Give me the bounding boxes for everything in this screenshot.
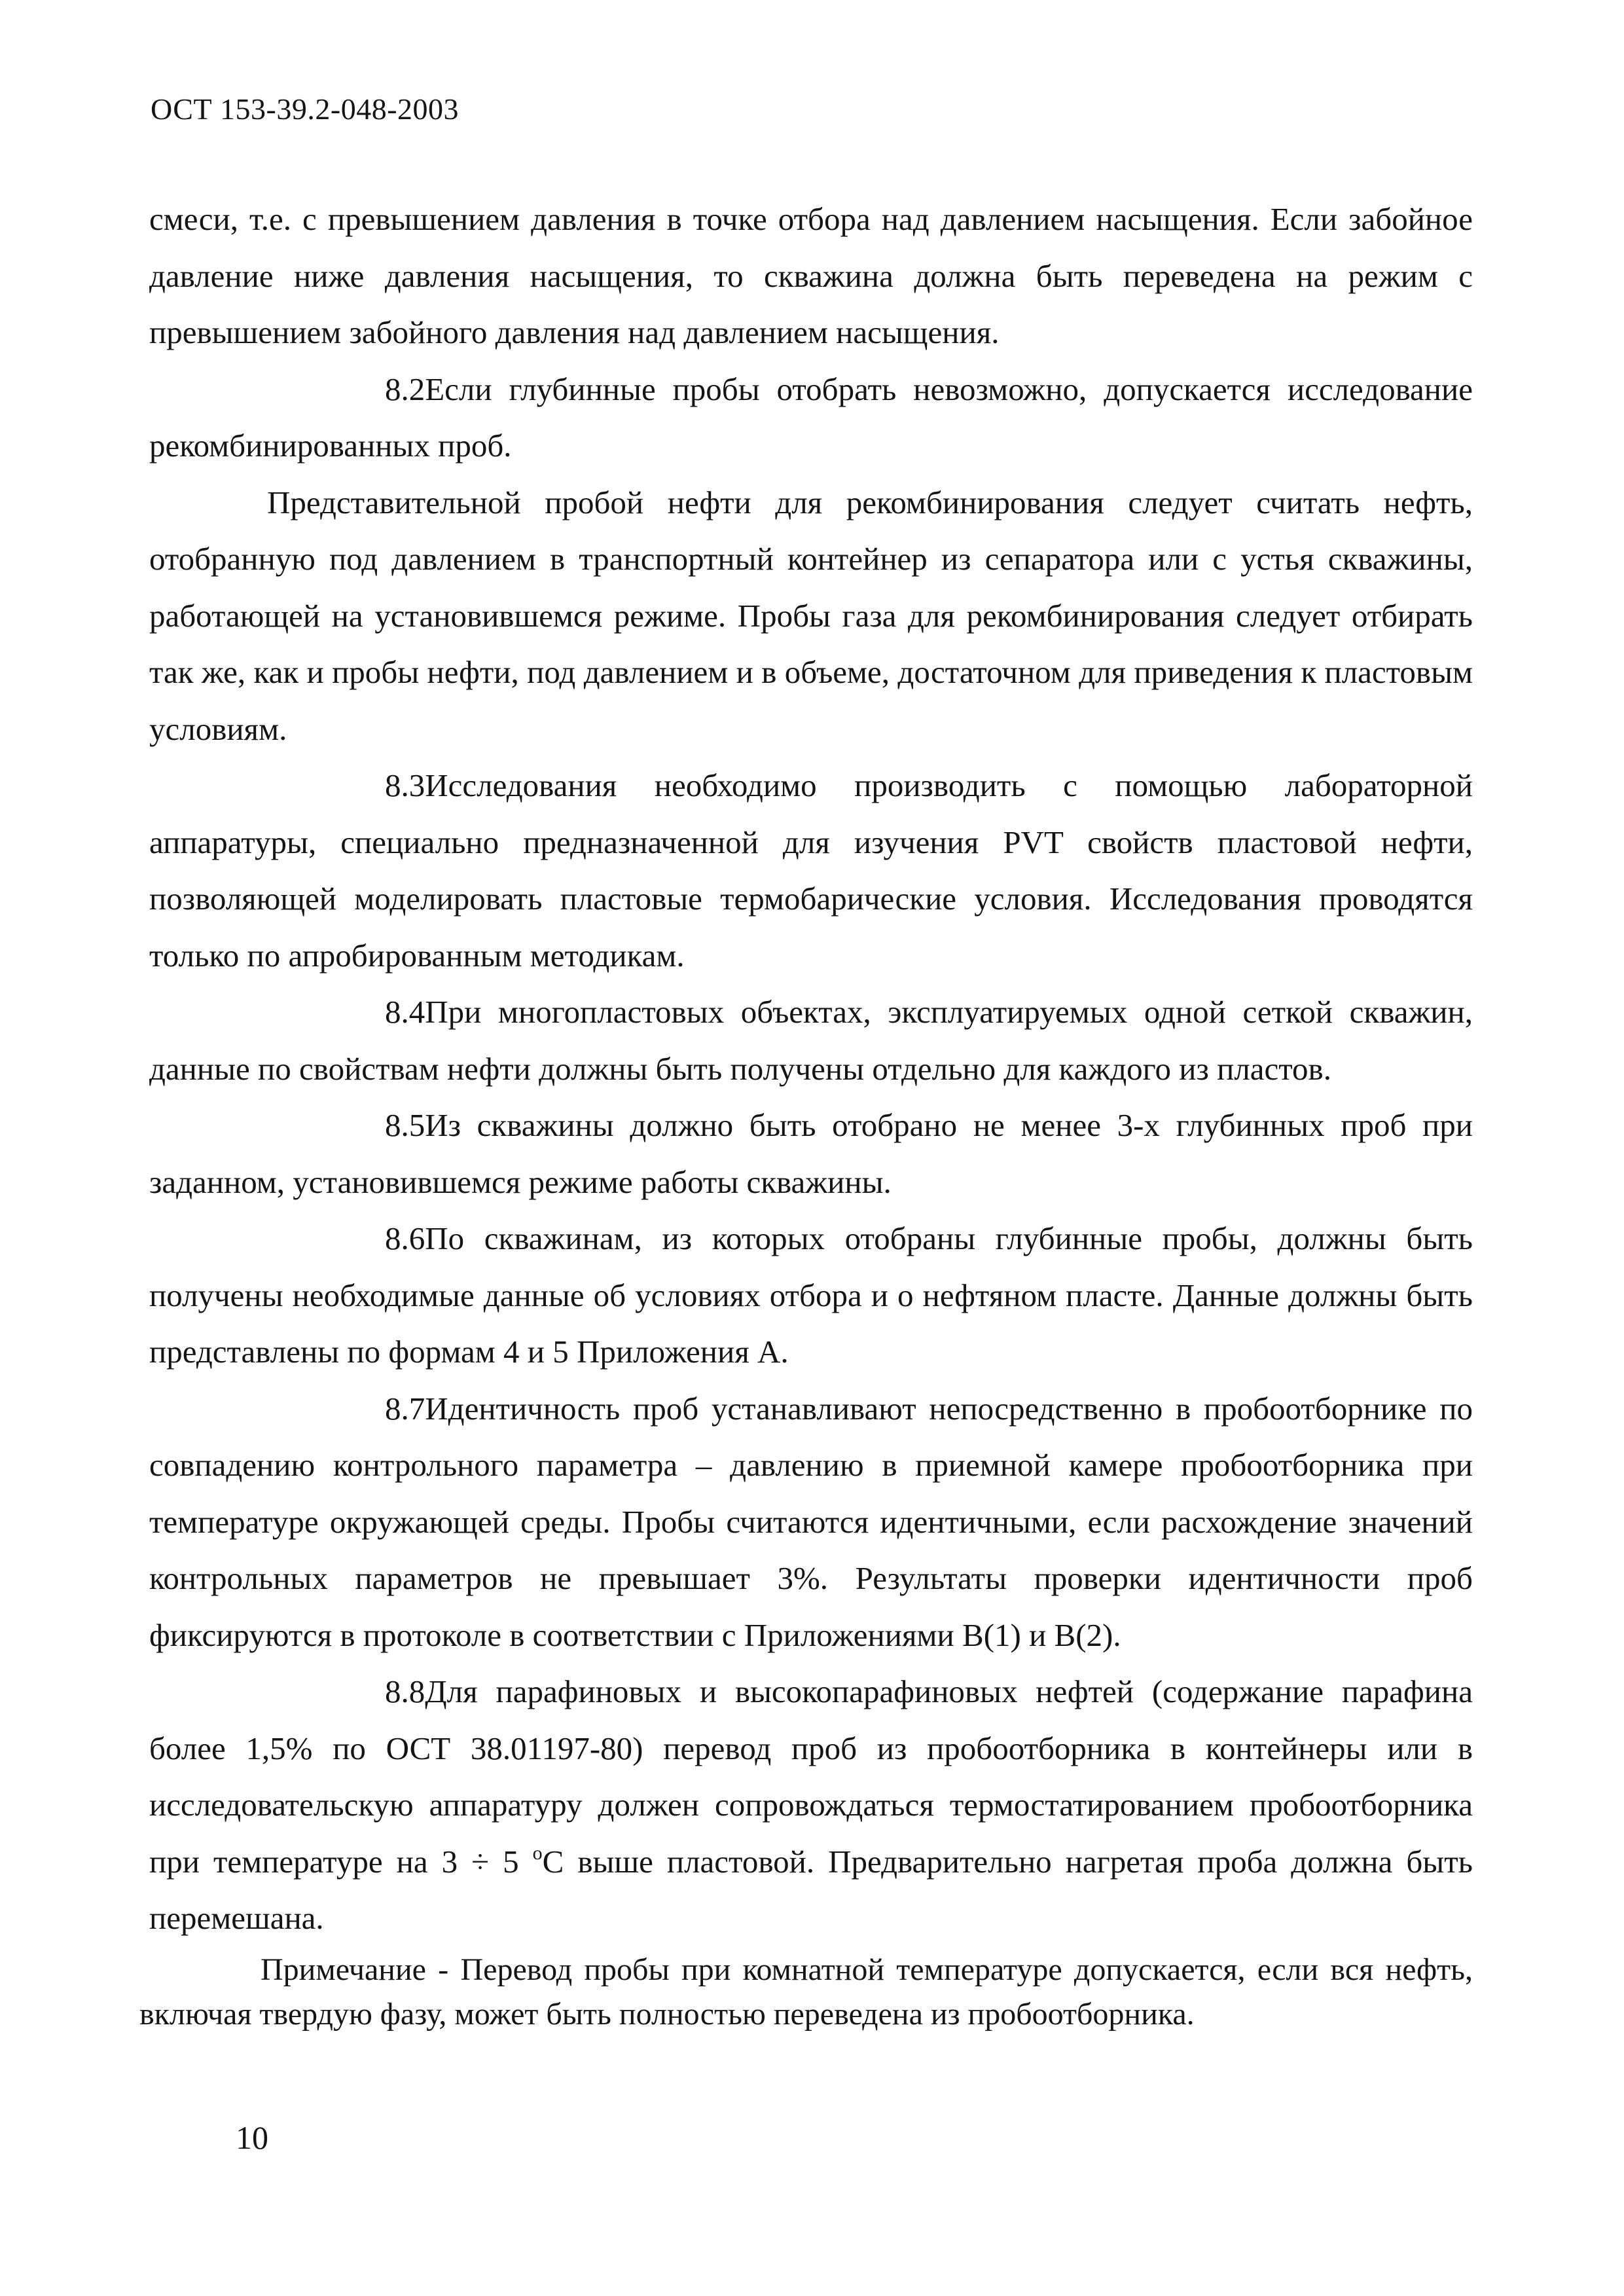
paragraph-text: Если глубинные пробы отобрать невозможно, допускается исследование рекомбинированных проб. (149, 371, 1473, 464)
paragraph-text: Для парафиновых и высокопарафиновых нефтей (содержание парафина более 1,5% по ОСТ 38.01197-80) перевод проб из пробоотборника в контейнеры или в исследовательскую аппаратуру должен сопровождаться термостатированием пробоотборника при температуре на 3 ÷ 5 (149, 1673, 1473, 1880)
paragraph-number: 8.3 (385, 767, 425, 803)
note-text: Перевод пробы при комнатной температуре допускается, если вся нефть, включая твердую фазу, может быть полностью переведена из пробоотборника. (139, 1952, 1473, 2032)
paragraph-text: Исследования необходимо производить с помощью лабораторной аппаратуры, специально предназначенной для изучения PVT свойств пластовой нефти, позволяющей моделировать пластовые термобарические условия. Исследования проводятся только по апробированным методикам. (149, 767, 1473, 974)
paragraph-representative-sample (149, 475, 1473, 758)
paragraph-text: Представительной пробой нефти для рекомбинирования следует считать нефть, отобранную под давлением в транспортный контейнер из сепаратора или с устья скважины, работающей на установившемся режиме. Пробы газа для рекомбинирования следует отбирать так же, как и пробы нефти, под давлением и в объеме, достаточном для приведения к пластовым условиям. (149, 484, 1473, 747)
paragraph-number: 8.5 (385, 1107, 425, 1143)
paragraph-text: смеси, т.е. с превышением давления в точке отбора над давлением насыщения. Если забойное давление ниже давления насыщения, то скважина должна быть переведена на режим с превышением забойного давления над давлением насыщения. (149, 201, 1473, 350)
paragraph-text-continued: С выше пластовой. Предварительно нагретая проба должна быть перемешана. (149, 1843, 1473, 1936)
paragraph-text: Идентичность проб устанавливают непосредственно в пробоотборнике по совпадению контрольного параметра – давлению в приемной камере пробоотборника при температуре окружающей среды. Пробы считаются идентичными, если расхождение значений контрольных параметров не превышает 3%. Результаты проверки идентичности проб фиксируются в протоколе в соответствии с Приложениями В(1) и В(2). (149, 1390, 1473, 1653)
paragraph-8-2 (149, 361, 1473, 475)
paragraph-8-8 (149, 1664, 1473, 1947)
note-label: Примечание - (261, 1952, 449, 1987)
note-block (139, 1948, 1473, 2037)
paragraph-number: 8.8 (385, 1673, 425, 1709)
paragraph-continuation (149, 191, 1473, 361)
page-number: 10 (236, 2119, 268, 2156)
standard-code-header: ОСТ 153-39.2-048-2003 (151, 92, 460, 126)
degree-superscript: о (532, 1842, 543, 1864)
paragraph-8-6 (149, 1211, 1473, 1381)
paragraph-8-7 (149, 1381, 1473, 1664)
paragraph-number: 8.2 (385, 371, 425, 407)
paragraph-text: По скважинам, из которых отобраны глубинные пробы, должны быть получены необходимые данные об условиях отбора и о нефтяном пласте. Данные должны быть представлены по формам 4 и 5 Приложения А. (149, 1220, 1473, 1370)
paragraph-text: Из скважины должно быть отобрано не менее 3-х глубинных проб при заданном, установившемся режиме работы скважины. (149, 1107, 1473, 1200)
paragraph-8-3 (149, 757, 1473, 984)
paragraph-8-5 (149, 1097, 1473, 1211)
paragraph-number: 8.7 (385, 1390, 425, 1427)
paragraph-8-4 (149, 984, 1473, 1097)
paragraph-number: 8.6 (385, 1220, 425, 1256)
paragraph-number: 8.4 (385, 994, 425, 1030)
document-body (149, 191, 1473, 1947)
note-paragraph (139, 1948, 1473, 2037)
paragraph-text: При многопластовых объектах, эксплуатируемых одной сеткой скважин, данные по свойствам нефти должны быть получены отдельно для каждого из пластов. (149, 994, 1473, 1087)
